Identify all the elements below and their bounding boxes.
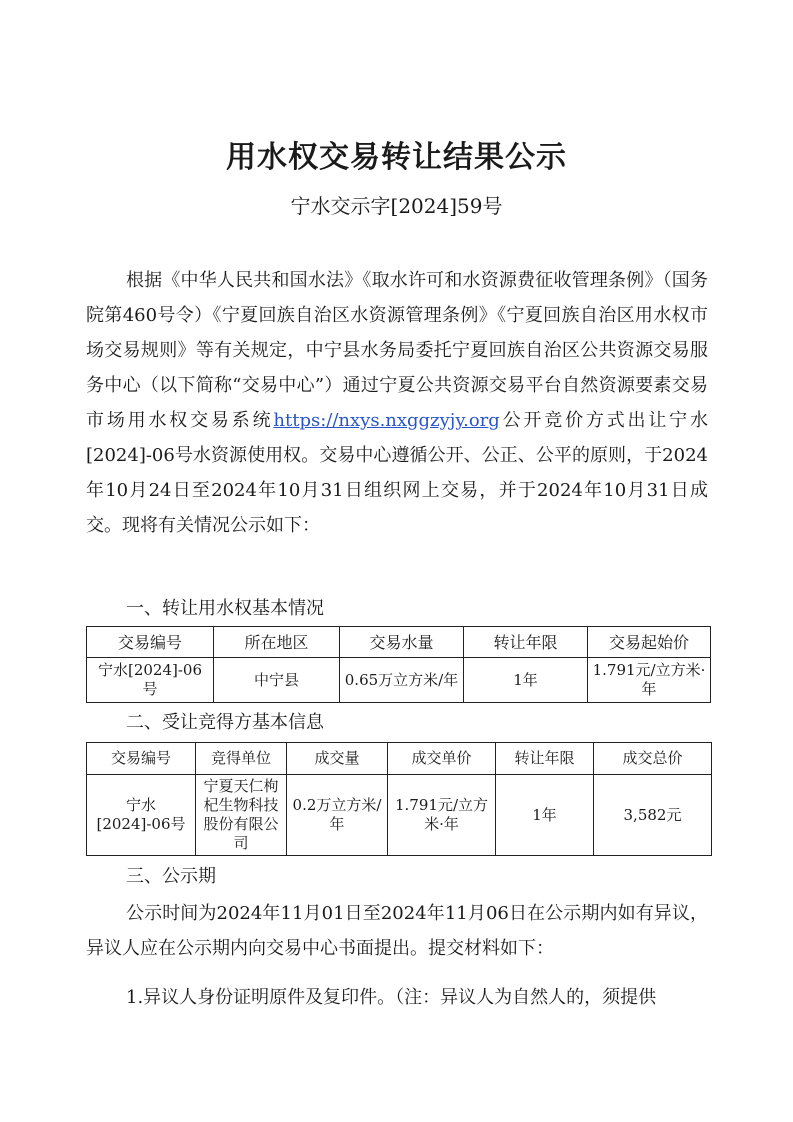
table-header-cell: 交易水量 bbox=[340, 627, 464, 658]
table-header-cell: 成交量 bbox=[287, 743, 388, 775]
document-number: 宁水交示字[2024]59号 bbox=[290, 194, 503, 218]
table-cell: 1年 bbox=[464, 658, 588, 703]
table-cell: 0.65万立方米/年 bbox=[340, 658, 464, 703]
table-cell: 3,582元 bbox=[594, 775, 712, 856]
document-title: 用水权交易转让结果公示 bbox=[226, 140, 567, 175]
table-row bbox=[87, 658, 711, 703]
materials-item-1: 1.异议人身份证明原件及复印件。（注：异议人为自然人的，须提供 bbox=[126, 987, 657, 1008]
table-header-cell: 竞得单位 bbox=[196, 743, 287, 775]
table-header-cell: 交易编号 bbox=[87, 627, 214, 658]
intro-text-part1: 根据《中华人民共和国水法》《取水许可和水资源费征收管理条例》（国务院第460号令）《宁夏回族自治区水资源管理条例》《宁夏回族自治区用水权市场交易规则》等有关规定，中宁县水务局委托宁夏回族自治区公共资源交易服务中心（以下简称“交易中心”）通过宁夏公共资源交易平台自然资源要素交易市场用水权交易系统 bbox=[86, 270, 708, 431]
table-header-cell: 转让年限 bbox=[464, 627, 588, 658]
table-header-cell: 所在地区 bbox=[214, 627, 340, 658]
table-cell: 1.791元/立方米·年 bbox=[388, 775, 496, 856]
publicity-text: 公示时间为2024年11月01日至2024年11月06日在公示期内如有异议，异议人应在公示期内向交易中心书面提出。提交材料如下： bbox=[86, 903, 708, 959]
table-cell: 宁夏天仁枸杞生物科技股份有限公司 bbox=[196, 775, 287, 856]
intro-text-part2: 公开竞价方式出让宁水[2024]-06号水资源使用权。交易中心遵循公开、公正、公平的原则，于2024年10月24日至2024年10月31日组织网上交易，并于2024年10月31日成交。现将有关情况公示如下： bbox=[86, 410, 709, 536]
table-cell: 1年 bbox=[496, 775, 594, 856]
winner-info-table bbox=[86, 742, 712, 856]
table-cell: 0.2万立方米/年 bbox=[287, 775, 388, 856]
table-cell: 宁水[2024]-06号 bbox=[87, 658, 214, 703]
table-cell: 1.791元/立方米·年 bbox=[588, 658, 711, 703]
table-cell: 宁水[2024]-06号 bbox=[87, 775, 196, 856]
table-header-cell: 交易编号 bbox=[87, 743, 196, 775]
table-cell: 中宁县 bbox=[214, 658, 340, 703]
materials-list bbox=[86, 980, 708, 1015]
section2-heading: 二、受让竞得方基本信息 bbox=[126, 712, 324, 733]
table-row bbox=[87, 775, 712, 856]
table-header-cell: 交易起始价 bbox=[588, 627, 711, 658]
table-header-cell: 成交总价 bbox=[594, 743, 712, 775]
transfer-info-table bbox=[86, 626, 711, 703]
table-header-row bbox=[87, 743, 712, 775]
intro-paragraph bbox=[86, 263, 708, 543]
trading-system-link[interactable]: https://nxys.nxggzyjy.org bbox=[273, 410, 500, 431]
table-header-cell: 转让年限 bbox=[496, 743, 594, 775]
table-header-cell: 成交单价 bbox=[388, 743, 496, 775]
section3-heading: 三、公示期 bbox=[126, 866, 216, 887]
publicity-paragraph bbox=[86, 896, 708, 966]
section1-heading: 一、转让用水权基本情况 bbox=[126, 598, 324, 619]
table-header-row bbox=[87, 627, 711, 658]
